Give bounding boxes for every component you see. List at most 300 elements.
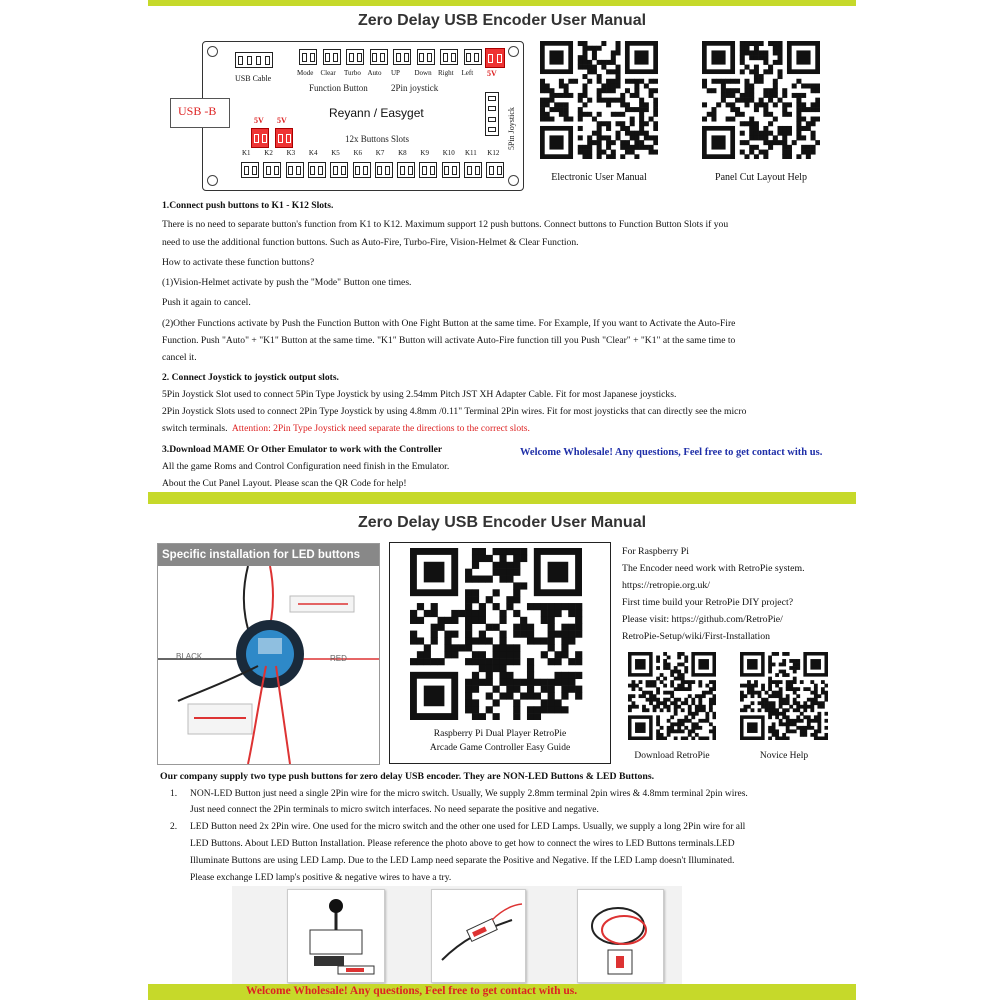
qr-caption-panel-cut: Panel Cut Layout Help [715,172,807,183]
qr-module [479,603,486,610]
qr-module [554,706,561,713]
qr-module [578,107,583,112]
qr-module [782,708,786,712]
qr-module [786,726,790,730]
qr-module [431,610,438,617]
qr-module [817,715,821,719]
qr-module [759,55,764,60]
qr-module [611,112,616,117]
qr-module [540,102,545,107]
k-slot-connector [419,162,437,178]
encoder-board-diagram [202,41,524,191]
qr-module [674,736,678,740]
qr-module [644,145,649,150]
qr-module [817,736,821,740]
qr-module [775,715,779,719]
qr-module [499,665,506,672]
qr-module [744,46,749,51]
qr-module [644,107,649,112]
qr-module [778,140,783,145]
qr-module [663,659,667,663]
qr-module [768,69,773,74]
qr-module [761,705,765,709]
qr-module [763,50,768,55]
qr-module [635,705,639,709]
qr-module [744,684,748,688]
qr-module [479,665,486,672]
qr-module [663,698,667,702]
function-label: UP [391,69,400,77]
qr-module [506,692,513,699]
qr-module [754,135,759,140]
qr-module [513,713,520,720]
qr-finder [747,659,758,670]
qr-module [787,126,792,131]
qr-module [677,673,681,677]
qr-module [806,154,811,159]
qr-module [616,131,621,136]
qr-module [786,687,790,691]
qr-module [698,719,702,723]
qr-finder [548,562,569,583]
qr-module [578,150,583,155]
qr-module [772,663,776,667]
qr-module [695,733,699,737]
qr-module [431,624,438,631]
qr-module [582,50,587,55]
qr-module [681,677,685,681]
qr-module [649,680,653,684]
qr-module [811,83,816,88]
qr-module [568,686,575,693]
qr-module [778,60,783,65]
5v-power-connector [251,128,269,148]
qr-module [684,659,688,663]
qr-module [527,624,534,631]
qr-module [582,150,587,155]
qr-module [810,680,814,684]
qr-module [620,112,625,117]
qr-module [782,93,787,98]
qr-module [568,610,575,617]
qr-module [582,83,587,88]
qr-module [472,686,479,693]
qr-module [646,708,650,712]
qr-finder [711,50,725,64]
qr-module [775,691,779,695]
qr-module [782,659,786,663]
qr-module [786,673,790,677]
qr-module [606,60,611,65]
qr-module [534,679,541,686]
qr-module [632,687,636,691]
github-link[interactable]: Please visit: https://github.com/RetroPie/ [622,614,783,625]
qr-module [779,680,783,684]
qr-module [606,121,611,126]
qr-module [698,705,702,709]
qr-module [506,644,513,651]
qr-module [472,713,479,720]
qr-module [735,88,740,93]
qr-module [691,729,695,733]
qr-module [754,79,759,84]
qr-module [768,93,773,98]
qr-module [744,83,749,88]
qr-module [639,140,644,145]
qr-module [792,93,797,98]
qr-module [653,107,658,112]
qr-module [709,680,713,684]
function-label: Left [461,69,474,77]
qr-module [625,140,630,145]
qr-module [779,705,783,709]
qr-module [653,140,658,145]
qr-module [684,666,688,670]
qr-module [778,41,783,46]
qr-module [796,708,800,712]
qr-module [684,719,688,723]
k-slot-connector [442,162,460,178]
qr-module [601,135,606,140]
qr-finder [549,135,563,149]
qr-caption-rpi-guide-1: Raspberry Pi Dual Player RetroPie [433,729,567,739]
qr-finder [424,562,445,583]
qr-module [817,726,821,730]
qr-module [768,131,773,136]
qr-module [601,60,606,65]
qr-module [601,65,606,70]
qr-module [417,637,424,644]
qr-module [768,726,772,730]
qr-module [677,663,681,667]
qr-module [513,562,520,569]
qr-module [582,41,587,46]
qr-module [772,705,776,709]
qr-module [763,135,768,140]
item-line: LED Buttons. About LED Button Installation. Please reference the photo above to get how to connect the wires to LED Buttons terminals.LED [190,839,735,849]
qr-module [811,88,816,93]
qr-module [667,663,671,667]
qr-module [800,726,804,730]
qr-code-panel-cut-layout [702,41,820,159]
qr-module [815,117,820,122]
qr-module [793,708,797,712]
qr-module [796,102,801,107]
qr-module [806,107,811,112]
qr-module [667,708,671,712]
qr-module [630,150,635,155]
qr-module [735,79,740,84]
qr-module [768,145,773,150]
qr-module [578,55,583,60]
qr-module [806,126,811,131]
k-slot-connector [263,162,281,178]
qr-module [674,722,678,726]
qr-module [554,107,559,112]
qr-module [782,102,787,107]
qr-module [801,107,806,112]
qr-module [630,79,635,84]
qr-module [540,98,545,103]
qr-module [782,698,786,702]
qr-module [513,699,520,706]
qr-module [520,624,527,631]
qr-module [803,726,807,730]
qr-module [744,708,748,712]
function-connector [393,49,411,65]
5pin-joystick-label: 5Pin Joystick [507,107,516,150]
qr-module [587,135,592,140]
qr-module [821,701,825,705]
qr-module [660,733,664,737]
black-wire-label: BLACK [176,652,203,661]
qr-module [775,708,779,712]
qr-module [749,93,754,98]
qr-module [744,79,749,84]
qr-module [811,117,816,122]
qr-module [554,603,561,610]
qr-module [431,631,438,638]
qr-module [444,644,451,651]
qr-module [499,548,506,555]
qr-module [513,596,520,603]
qr-module [653,79,658,84]
qr-module [513,686,520,693]
qr-module [761,701,765,705]
qr-module [486,637,493,644]
qr-module [707,88,712,93]
qr-module [768,684,772,688]
5pin-joystick-connector [485,92,499,136]
page-title: Zero Delay USB Encoder User Manual [357,12,647,29]
k-slot-label: K11 [465,149,477,157]
qr-module [670,691,674,695]
qr-module [698,694,702,698]
qr-module [775,694,779,698]
qr-module [670,694,674,698]
qr-module [465,637,472,644]
qr-module [712,698,716,702]
qr-module [561,644,568,651]
qr-module [506,686,513,693]
k-slot-connector [308,162,326,178]
qr-module [801,117,806,122]
qr-module [779,691,783,695]
qr-module [578,98,583,103]
qr-module [616,135,621,140]
top-accent-bar [148,0,856,6]
qr-module [702,708,706,712]
mount-hole [207,46,218,57]
qr-finder [711,135,725,149]
qr-module [749,131,754,136]
qr-module [527,603,534,610]
qr-module [721,79,726,84]
led-install-box [157,543,380,765]
qr-module [587,60,592,65]
qr-module [688,719,692,723]
qr-module [684,680,688,684]
retropie-link[interactable]: https://retropie.org.uk/ [622,580,710,591]
qr-module [451,651,458,658]
qr-module [597,150,602,155]
qr-module [527,665,534,672]
qr-module [561,651,568,658]
qr-module [674,712,678,716]
qr-module [499,651,506,658]
qr-module [541,679,548,686]
qr-module [499,562,506,569]
qr-module [545,98,550,103]
qr-module [782,701,786,705]
qr-module [642,708,646,712]
qr-module [681,652,685,656]
qr-module [625,102,630,107]
qr-module [620,98,625,103]
k-slot-label: K3 [286,149,296,157]
qr-module [479,631,486,638]
qr-module [561,637,568,644]
qr-module [410,631,417,638]
qr-module [793,698,797,702]
item-1 [170,786,748,818]
qr-module [768,736,772,740]
qr-module [789,659,793,663]
qr-module [740,60,745,65]
qr-module [735,107,740,112]
qr-module [681,663,685,667]
qr-module [564,117,569,122]
qr-module [653,684,657,688]
qr-module [630,145,635,150]
qr-module [620,121,625,126]
qr-module [568,624,575,631]
section-1-heading: 1.Connect push buttons to K1 - K12 Slots. [162,200,334,211]
qr-module [807,705,811,709]
item-line: Please exchange LED lamp's positive & negative wires to have a try. [190,873,452,883]
qr-module [763,140,768,145]
qr-module [744,102,749,107]
qr-module [779,670,783,674]
qr-module [782,154,787,159]
qr-module [628,694,632,698]
qr-module [759,102,764,107]
qr-module [688,712,692,716]
qr-module [768,712,772,716]
qr-module [486,596,493,603]
qr-finder [698,659,709,670]
qr-module [561,631,568,638]
qr-module [667,656,671,660]
qr-module [479,610,486,617]
qr-module [772,733,776,737]
qr-module [674,666,678,670]
qr-module [702,117,707,122]
red-wire-label: RED [330,654,347,663]
qr-module [786,652,790,656]
qr-module [520,617,527,624]
qr-caption-download-retropie: Download RetroPie [634,751,710,761]
qr-module [814,698,818,702]
qr-module [597,60,602,65]
qr-module [787,131,792,136]
qr-module [763,88,768,93]
qr-module [740,50,745,55]
qr-module [803,687,807,691]
qr-module [592,140,597,145]
qr-module [653,698,657,702]
qr-module [493,569,500,576]
qr-module [479,658,486,665]
qr-module [541,699,548,706]
qr-module [582,93,587,98]
qr-module [747,705,751,709]
qr-module [653,121,658,126]
qr-module [670,722,674,726]
qr-module [578,117,583,122]
5v-power-connector [275,128,293,148]
qr-module [773,50,778,55]
qr-module [472,576,479,583]
qr-module [564,112,569,117]
qr-module [513,658,520,665]
qr-module [527,713,534,720]
qr-module [527,672,534,679]
qr-module [540,79,545,84]
qr-module [824,694,828,698]
body-line: There is no need to separate button's function from K1 to K12. Maximum support 12 push buttons. Connect buttons to Function Button Slots if you [162,219,729,230]
qr-module [744,154,749,159]
qr-module [786,719,790,723]
qr-module [677,652,681,656]
qr-module [606,126,611,131]
qr-module [630,121,635,126]
qr-module [688,708,692,712]
qr-module [559,107,564,112]
qr-module [628,705,632,709]
body-line: Push it again to cancel. [162,297,251,308]
qr-module [779,712,783,716]
section-2-heading: 2. Connect Joystick to joystick output slots. [162,372,339,383]
qr-finder [635,722,646,733]
qr-module [814,715,818,719]
qr-module [758,694,762,698]
qr-module [811,102,816,107]
qr-module [465,706,472,713]
qr-module [677,670,681,674]
qr-module [564,102,569,107]
qr-module [625,88,630,93]
qr-module [803,733,807,737]
qr-module [582,55,587,60]
qr-module [782,107,787,112]
qr-finder [549,50,563,64]
github-link-cont[interactable]: RetroPie-Setup/wiki/First-Installation [622,631,771,642]
qr-module [451,610,458,617]
qr-module [772,701,776,705]
qr-module [674,701,678,705]
qr-module [656,656,660,660]
qr-module [779,722,783,726]
qr-module [749,117,754,122]
qr-module [740,46,745,51]
qr-module [601,150,606,155]
qr-module [597,135,602,140]
function-connector [464,49,482,65]
qr-module [793,701,797,705]
qr-module [815,102,820,107]
qr-module [681,680,685,684]
